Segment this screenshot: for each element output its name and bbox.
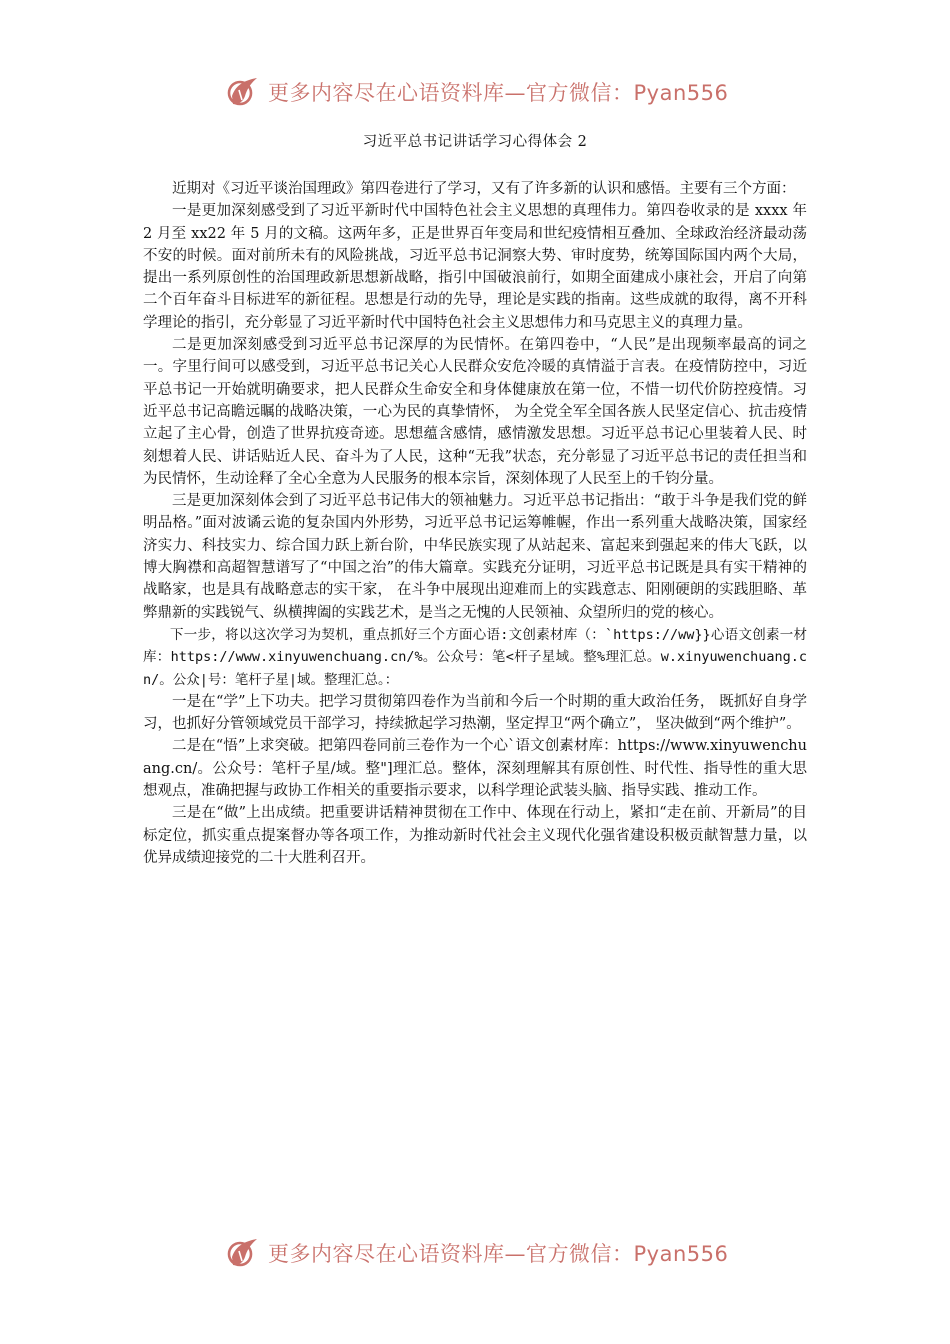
paragraph-learn: 一是在“学”上下功夫。把学习贯彻第四卷作为当前和今后一个时期的重大政治任务， 既抓好自身学习，也抓好分管领域党员干部学习，持续掀起学习热潮，坚定捍卫“两个确立”， 坚决做到“两个维护”。 — [143, 693, 807, 733]
footer-watermark-text: 更多内容尽在心语资料库—官方微信：Pyan556 — [268, 1242, 729, 1266]
document-title: 习近平总书记讲话学习心得体会 2 — [362, 134, 588, 150]
footer-watermark — [226, 1233, 746, 1273]
document-body — [143, 178, 807, 869]
paragraph-point-2: 二是更加深刻感受到习近平总书记深厚的为民情怀。在第四卷中，“人民”是出现频率最高的词之一。字里行间可以感受到，习近平总书记关心人民群众安危冷暖的真情溢于言表。在疫情防控中，习近平总书记一开始就明确要求，把人民群众生命安全和身体健康放在第一位，不惜一切代价防控疫情。习近平总书记高瞻远瞩的战略决策，一心为民的真挚情怀， 为全党全军全国各族人民坚定信心、抗击疫情立起了主心骨，创造了世界抗疫奇迹。思想蕴含感情，感情激发思想。习近平总书记心里装着人民、时刻想着人民、讲话贴近人民、奋斗为了人民，这种“无我”状态，充分彰显了习近平总书记的责任担当和为民情怀，生动诠释了全心全意为人民服务的根本宗旨，深刻体现了人民至上的千钧分量。 — [143, 337, 807, 487]
paragraph-understand: 二是在“悟”上求突破。把第四卷同前三卷作为一个心`语文创素材库：https://www.xinyuwenchuang.cn/。公众号：笔杆子星/域。整"]理汇总。整体，深刻理解其有原创性、时代性、指导性的重大思想观点，准确把握与政协工作相关的重要指示要求，以科学理论武装头脑、指导实践、推动工作。 — [143, 738, 807, 800]
brush-logo-icon — [226, 74, 262, 110]
header-watermark-text: 更多内容尽在心语资料库—官方微信：Pyan556 — [268, 81, 729, 105]
paragraph-intro: 近期对《习近平谈治国理政》第四卷进行了学习，又有了许多新的认识和感悟。主要有三个方面： — [172, 181, 796, 197]
paragraph-point-1: 一是更加深刻感受到了习近平新时代中国特色社会主义思想的真理伟力。第四卷收录的是 xxxx 年 2 月至 xx22 年 5 月的文稿。这两年多，正是世界百年变局和世纪疫情相互叠加、全球政治经济最动荡不安的时候。面对前所未有的风险挑战，习近平总书记洞察大势、审时度势，统筹国际国内两个大局，提出一系列原创性的治国理政新思想新战略，指引中国破浪前行，如期全面建成小康社会，开启了向第二个百年奋斗目标进军的新征程。思想是行动的先导，理论是实践的指南。这些成就的取得，离不开科学理论的指引，充分彰显了习近平新时代中国特色社会主义思想伟力和马克思主义的真理力量。 — [143, 203, 807, 331]
paragraph-point-3: 三是更加深刻体会到了习近平总书记伟大的领袖魅力。习近平总书记指出：“敢于斗争是我们党的鲜明品格。”面对波谲云诡的复杂国内外形势，习近平总书记运筹帷幄，作出一系列重大战略决策，国家经济实力、科技实力、综合国力跃上新台阶，中华民族实现了从站起来、富起来到强起来的伟大飞跃，以博大胸襟和高超智慧谱写了“中国之治”的伟大篇章。实践充分证明，习近平总书记既是具有实干精神的战略家，也是具有战略意志的实干家， 在斗争中展现出迎难而上的实践意志、阳刚硬朗的实践胆略、革弊鼎新的实践锐气、纵横捭阖的实践艺术，是当之无愧的人民领袖、众望所归的党的核心。 — [143, 493, 807, 621]
paragraph-next-step: 下一步，将以这次学习为契机，重点抓好三个方面心语:文创素材库（：`https://ww}}心语文创素一材库：https://www.xinyuwenchuang.cn/%。公众号：笔<杆子星域。整%理汇总。w.xinyuwenchuang.cn/。公众|号：笔杆子星|域。整理汇总。： — [143, 626, 807, 688]
paragraph-act: 三是在“做”上出成绩。把重要讲话精神贯彻在工作中、体现在行动上，紧扣“走在前、开新局”的目标定位，抓实重点提案督办等各项工作，为推动新时代社会主义现代化强省建设积极贡献智慧力量，以优异成绩迎接党的二十大胜利召开。 — [143, 805, 807, 866]
brush-logo-icon — [226, 1235, 262, 1271]
header-watermark — [226, 72, 746, 112]
